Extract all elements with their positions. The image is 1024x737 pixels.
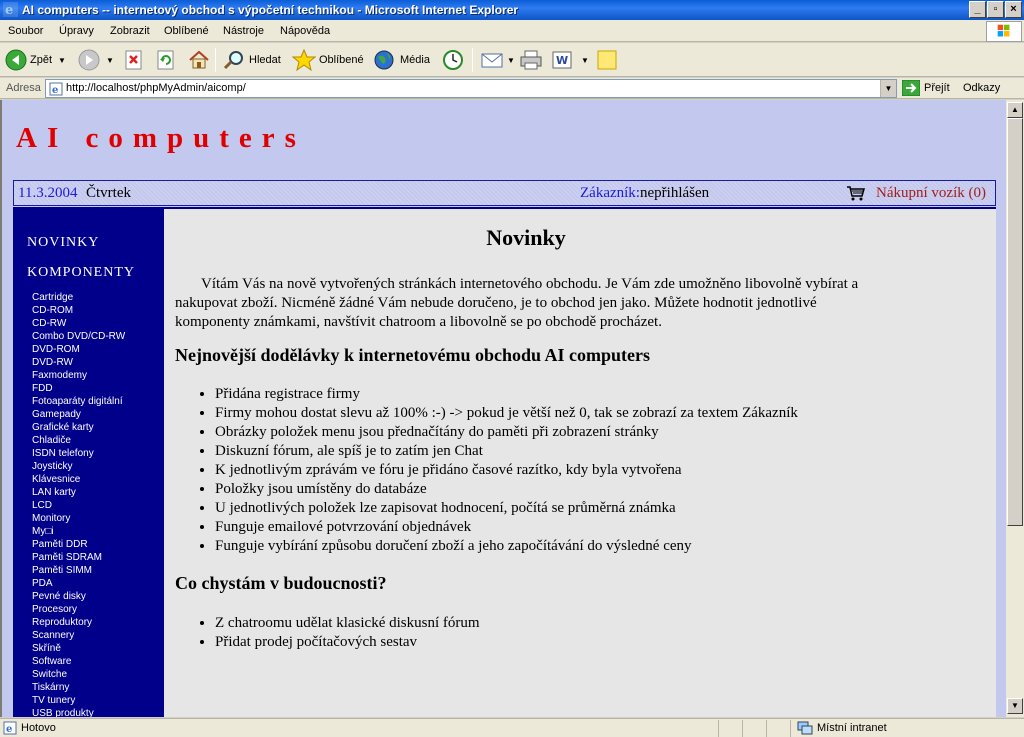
ie-icon — [3, 2, 18, 17]
stop-button[interactable] — [124, 47, 144, 73]
cart-icon[interactable] — [846, 185, 866, 201]
search-icon — [222, 49, 246, 71]
title-bar[interactable] — [0, 0, 1024, 20]
sidebar-item[interactable]: Combo DVD/CD-RW — [32, 331, 126, 342]
address-url: http://localhost/phpMyAdmin/aicomp/ — [66, 82, 246, 94]
site-title: AI computers — [16, 122, 306, 154]
address-input[interactable] — [45, 79, 897, 98]
cart-link[interactable]: Nákupní vozík (0) — [876, 185, 986, 201]
mail-envelope-icon — [480, 49, 504, 71]
address-label: Adresa — [6, 82, 41, 94]
home-icon — [188, 49, 210, 71]
news-section-title: Nejnovější dodělávky k internetovému obchodu AI computers — [175, 345, 651, 365]
sidebar-item[interactable]: Tiskárny — [32, 682, 70, 693]
sidebar-item[interactable]: Grafické karty — [32, 422, 94, 433]
sidebar — [15, 209, 164, 717]
maximize-button[interactable]: ▫ — [987, 1, 1004, 18]
sidebar-item[interactable]: Software — [32, 656, 72, 667]
sidebar-item[interactable]: Monitory — [32, 513, 71, 524]
current-date: 11.3.2004 — [18, 185, 78, 201]
forward-arrow-icon — [78, 49, 100, 71]
list-item: • Firmy mohou dostat slevu až 100% :-) -> pokud je větší než 0, tak se zobrazí za textem Zákazník — [215, 404, 798, 423]
scroll-down-button[interactable]: ▼ — [1007, 698, 1023, 714]
main-content — [164, 209, 996, 717]
menu-zobrazit[interactable]: Zobrazit — [110, 25, 150, 37]
minimize-button[interactable]: _ — [969, 1, 986, 18]
intranet-zone-icon — [797, 721, 813, 735]
sidebar-item[interactable]: Fotoaparáty digitální — [32, 396, 123, 407]
scroll-up-button[interactable]: ▲ — [1007, 102, 1023, 118]
sidebar-item[interactable]: FDD — [32, 383, 53, 394]
page-done-icon — [3, 721, 17, 735]
security-zone: Místní intranet — [817, 722, 887, 734]
info-bar — [13, 180, 996, 206]
go-arrow-icon — [902, 80, 920, 96]
main-layout — [13, 207, 996, 717]
customer-link[interactable]: Zákazník: — [580, 185, 640, 201]
list-item: • Funguje vybírání způsobu doručení zboží a jeho započítávání do výsledné ceny — [215, 537, 798, 556]
page-viewport — [0, 100, 1006, 717]
address-bar — [0, 78, 1024, 99]
list-item: • K jednotlivým zprávám ve fóru je přidáno časové razítko, kdy byla vytvořena — [215, 461, 798, 480]
page-heading: Novinky — [486, 225, 566, 250]
star-icon — [292, 49, 316, 71]
favorites-button[interactable] — [292, 47, 364, 73]
forward-button[interactable] — [78, 47, 114, 73]
status-pane — [718, 720, 719, 737]
menu-nastroje[interactable]: Nástroje — [223, 25, 264, 37]
svg-text:e: e — [5, 3, 14, 17]
windows-logo-icon — [986, 21, 1022, 42]
status-bar — [0, 718, 1024, 737]
status-pane — [790, 720, 791, 737]
menu-oblibene[interactable]: Oblíbené — [164, 25, 209, 37]
sidebar-item[interactable]: Cartridge — [32, 292, 74, 303]
sidebar-item[interactable]: Joysticky — [32, 461, 73, 472]
print-button[interactable] — [519, 47, 543, 73]
svg-text:e: e — [52, 85, 59, 96]
sidebar-section-news[interactable]: NOVINKY — [27, 235, 100, 250]
sidebar-item[interactable]: Pevné disky — [32, 591, 86, 602]
mail-button[interactable] — [480, 47, 515, 73]
plans-section-title: Co chystám v budoucnosti? — [175, 573, 387, 593]
mail-dropdown-icon[interactable]: ▼ — [507, 55, 515, 65]
sidebar-item[interactable]: Reproduktory — [32, 617, 93, 628]
sidebar-item[interactable]: CD-RW — [32, 318, 67, 329]
menu-napoveda[interactable]: Nápověda — [280, 25, 331, 37]
refresh-icon — [156, 50, 176, 70]
sidebar-item[interactable]: PDA — [32, 578, 53, 589]
list-item: • Obrázky položek menu jsou přednačítány do paměti při zobrazení stránky — [215, 423, 798, 442]
toolbar-separator — [472, 48, 473, 72]
search-label: Hledat — [249, 54, 281, 66]
toolbar-separator — [215, 48, 216, 72]
messenger-note-button[interactable] — [596, 47, 618, 73]
list-item: • Položky jsou umístěny do databáze — [215, 480, 798, 499]
sidebar-item[interactable]: DVD-ROM — [32, 344, 80, 355]
list-item: • Funguje emailové potvrzování objednávek — [215, 518, 798, 537]
menu-bar — [0, 20, 1024, 42]
sidebar-item[interactable]: Paměti DDR — [32, 539, 88, 550]
intro-paragraph: Vítám Vás na nově vytvořených stránkách internetového obchodu. Je Vám zde umožněno libovolně vybírat a nakupovat zboží. Nicméně žádné Vám nebude doručeno, je to obchod jen jako. Můžete hodnotit jednotlivé komponenty známkami, navštívit chatroom a libovolně se po obchodě procházet. — [175, 276, 859, 330]
media-label: Média — [400, 54, 430, 66]
status-text: Hotovo — [21, 722, 56, 734]
list-item: • Přidána registrace firmy — [215, 385, 798, 404]
sidebar-item[interactable]: CD-ROM — [32, 305, 74, 316]
sidebar-item[interactable]: TV tunery — [32, 695, 76, 706]
refresh-button[interactable] — [156, 47, 176, 73]
media-globe-icon — [373, 49, 397, 71]
sidebar-item[interactable]: Skříně — [32, 643, 61, 654]
history-button[interactable] — [441, 47, 465, 73]
back-button[interactable] — [5, 47, 66, 73]
svg-text:e: e — [6, 724, 13, 735]
edit-dropdown-icon[interactable]: ▼ — [581, 55, 589, 65]
sidebar-item[interactable]: Switche — [32, 669, 68, 680]
sidebar-item[interactable]: DVD-RW — [32, 357, 73, 368]
list-item: • Z chatroomu udělat klasické diskusní fórum — [215, 614, 480, 633]
media-button[interactable] — [373, 47, 430, 73]
sidebar-item[interactable]: Paměti SIMM — [32, 565, 93, 576]
list-item: • Přidat prodej počítačových sestav — [215, 633, 480, 652]
list-item: • U jednotlivých položek lze zapisovat hodnocení, počítá se průměrná známka — [215, 499, 798, 518]
status-pane — [766, 720, 767, 737]
links-button[interactable]: Odkazy — [963, 82, 1001, 94]
sidebar-item[interactable]: My□i — [32, 526, 54, 537]
svg-text:W: W — [556, 54, 569, 67]
go-label: Přejít — [924, 82, 950, 94]
close-button[interactable]: × — [1005, 1, 1022, 18]
back-label: Zpět — [30, 54, 53, 66]
status-pane — [742, 720, 743, 737]
list-item: • Diskuzní fórum, ale spíš je to zatím jen Chat — [215, 442, 798, 461]
scrollbar-thumb[interactable] — [1007, 118, 1023, 526]
history-clock-icon — [441, 49, 465, 71]
sidebar-item[interactable]: Gamepady — [32, 409, 81, 420]
edit-button[interactable] — [551, 47, 589, 73]
forward-dropdown-icon[interactable]: ▼ — [106, 55, 114, 65]
sidebar-item[interactable]: Paměti SDRAM — [32, 552, 103, 563]
stop-icon — [124, 50, 144, 70]
home-button[interactable] — [188, 47, 210, 73]
window-title: AI computers -- internetový obchod s výpočetní technikou - Microsoft Internet Explorer — [22, 3, 519, 17]
back-arrow-icon — [5, 49, 27, 71]
menu-upravy[interactable]: Úpravy — [59, 25, 94, 37]
printer-icon — [519, 49, 543, 71]
sidebar-section-components[interactable]: KOMPONENTY — [27, 265, 135, 280]
sidebar-item[interactable]: USB produkty — [32, 708, 94, 717]
sidebar-item[interactable]: ISDN telefony — [32, 448, 94, 459]
toolbar — [0, 43, 1024, 77]
sidebar-item[interactable]: LAN karty — [32, 487, 76, 498]
note-icon — [596, 49, 618, 71]
back-dropdown-icon[interactable]: ▼ — [58, 55, 66, 65]
sidebar-item[interactable]: LCD — [32, 500, 53, 511]
sidebar-item[interactable]: Faxmodemy — [32, 370, 88, 381]
vertical-scrollbar[interactable] — [1006, 100, 1024, 717]
search-button[interactable] — [222, 47, 281, 73]
favorites-label: Oblíbené — [319, 54, 364, 66]
menu-soubor[interactable]: Soubor — [8, 25, 44, 37]
page-icon — [49, 82, 63, 96]
news-list — [215, 385, 798, 556]
sidebar-item[interactable]: Klávesnice — [32, 474, 81, 485]
category-list — [32, 291, 125, 717]
address-dropdown-icon[interactable]: ▼ — [880, 80, 896, 97]
sidebar-item[interactable]: Chladiče — [32, 435, 71, 446]
word-edit-icon — [551, 49, 573, 71]
current-day: Čtvrtek — [86, 185, 131, 201]
plans-list — [215, 614, 480, 652]
go-button[interactable] — [902, 80, 950, 96]
sidebar-item[interactable]: Scannery — [32, 630, 75, 641]
customer-status: nepřihlášen — [640, 185, 710, 201]
sidebar-item[interactable]: Procesory — [32, 604, 78, 615]
